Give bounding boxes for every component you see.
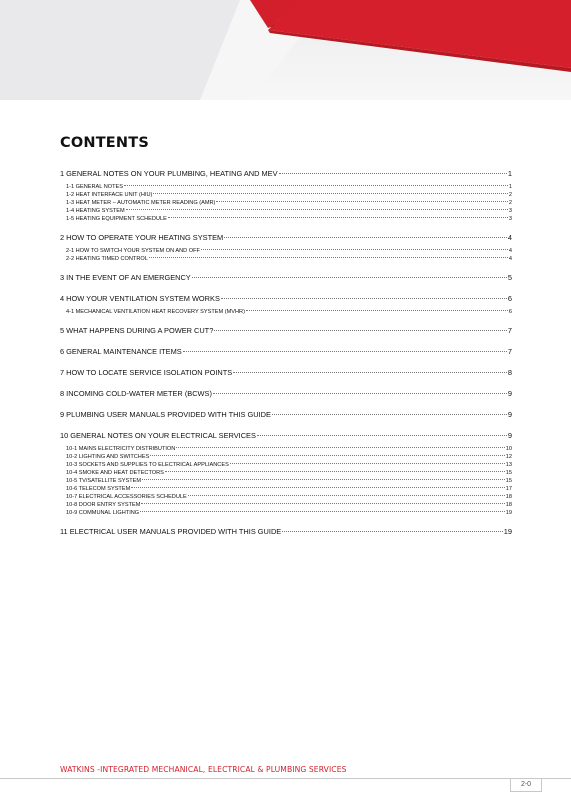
table-of-contents	[60, 168, 512, 538]
toc-entry-title: 8 INCOMING COLD-WATER METER (BCWS)	[60, 389, 212, 398]
toc-page-number: 6	[507, 294, 512, 303]
toc-page-number: 17	[505, 486, 512, 492]
toc-entry-title: 10-5 TV/SATELLITE SYSTEM	[66, 478, 142, 484]
footer-divider	[0, 778, 571, 779]
toc-entry-title: 2-1 HOW TO SWITCH YOUR SYSTEM ON AND OFF	[66, 248, 200, 254]
toc-page-number: 3	[508, 216, 512, 222]
toc-page-number: 4	[508, 256, 512, 262]
toc-entry-title: 3 IN THE EVENT OF AN EMERGENCY	[60, 273, 191, 282]
toc-leader-dots	[272, 414, 507, 415]
toc-leader-dots	[153, 193, 507, 194]
toc-subentry[interactable]	[60, 493, 512, 501]
toc-entry-title: 1-4 HEATING SYSTEM	[66, 208, 125, 214]
toc-page-number: 18	[505, 494, 512, 500]
toc-leader-dots	[246, 310, 508, 311]
toc-leader-dots	[214, 330, 507, 331]
header-decoration	[0, 0, 571, 100]
toc-leader-dots	[126, 209, 508, 210]
toc-leader-dots	[221, 298, 507, 299]
toc-leader-dots	[213, 393, 507, 394]
toc-leader-dots	[142, 479, 505, 480]
footer-company: WATKINS -INTEGRATED MECHANICAL, ELECTRICAL & PLUMBING SERVICES	[60, 765, 347, 774]
toc-page-number: 18	[505, 502, 512, 508]
toc-subentry[interactable]	[60, 199, 512, 207]
toc-entry-title: 10-8 DOOR ENTRY SYSTEM	[66, 502, 141, 508]
toc-leader-dots	[124, 185, 508, 186]
toc-subentry[interactable]	[60, 445, 512, 453]
toc-entry-title: 10-9 COMMUNAL LIGHTING	[66, 510, 140, 516]
toc-subentry[interactable]	[60, 191, 512, 199]
toc-subentry[interactable]	[60, 308, 512, 316]
toc-leader-dots	[176, 447, 504, 448]
toc-entry-title: 1-5 HEATING EQUIPMENT SCHEDULE	[66, 216, 167, 222]
toc-page-number: 3	[508, 208, 512, 214]
toc-leader-dots	[149, 257, 508, 258]
toc-entry-title: 10-1 MAINS ELECTRICITY DISTRIBUTION	[66, 446, 176, 452]
toc-leader-dots	[257, 435, 507, 436]
toc-entry[interactable]	[60, 388, 512, 400]
toc-entry[interactable]	[60, 409, 512, 421]
toc-entry-title: 1-1 GENERAL NOTES	[66, 184, 123, 190]
toc-entry[interactable]	[60, 430, 512, 442]
toc-page-number: 19	[503, 527, 512, 536]
toc-leader-dots	[201, 249, 508, 250]
toc-entry-title: 5 WHAT HAPPENS DURING A POWER CUT?	[60, 326, 214, 335]
toc-leader-dots	[150, 455, 504, 456]
page-number: 2-0	[510, 779, 542, 792]
toc-subentry[interactable]	[60, 453, 512, 461]
toc-entry[interactable]	[60, 526, 512, 538]
toc-entry-title: 6 GENERAL MAINTENANCE ITEMS	[60, 347, 182, 356]
toc-entry-title: 1-2 HEAT INTERFACE UNIT (HIU)	[66, 192, 153, 198]
toc-entry-title: 7 HOW TO LOCATE SERVICE ISOLATION POINTS	[60, 368, 233, 377]
toc-entry-title: 10-3 SOCKETS AND SUPPLIES TO ELECTRICAL APPLIANCES	[66, 462, 229, 468]
toc-entry[interactable]	[60, 272, 512, 284]
toc-page-number: 9	[507, 431, 512, 440]
toc-entry-title: 2-2 HEATING TIMED CONTROL	[66, 256, 148, 262]
toc-page-number: 9	[507, 410, 512, 419]
toc-page-number: 19	[505, 510, 512, 516]
toc-entry[interactable]	[60, 367, 512, 379]
toc-subentry[interactable]	[60, 247, 512, 255]
toc-page-number: 2	[508, 200, 512, 206]
toc-subentry[interactable]	[60, 461, 512, 469]
toc-subentry[interactable]	[60, 215, 512, 223]
toc-leader-dots	[140, 511, 505, 512]
page-title: CONTENTS	[60, 135, 149, 151]
toc-entry-title: 10-7 ELECTRICAL ACCESSORIES SCHEDULE	[66, 494, 187, 500]
toc-entry-title: 2 HOW TO OPERATE YOUR HEATING SYSTEM	[60, 233, 224, 242]
toc-leader-dots	[141, 503, 504, 504]
toc-leader-dots	[230, 463, 505, 464]
toc-leader-dots	[183, 351, 507, 352]
toc-leader-dots	[224, 237, 507, 238]
toc-entry-title: 1 GENERAL NOTES ON YOUR PLUMBING, HEATING AND MEV	[60, 169, 278, 178]
header-banner	[0, 0, 571, 100]
toc-subentry[interactable]	[60, 501, 512, 509]
toc-entry-title: 1-3 HEAT METER – AUTOMATIC METER READING (AMR)	[66, 200, 216, 206]
toc-page-number: 9	[507, 389, 512, 398]
toc-leader-dots	[233, 372, 507, 373]
toc-leader-dots	[188, 495, 505, 496]
toc-page-number: 15	[505, 470, 512, 476]
toc-page-number: 10	[505, 446, 512, 452]
toc-subentry[interactable]	[60, 469, 512, 477]
toc-subentry[interactable]	[60, 477, 512, 485]
toc-leader-dots	[131, 487, 505, 488]
toc-entry-title: 10-6 TELECOM SYSTEM	[66, 486, 131, 492]
toc-subentry[interactable]	[60, 207, 512, 215]
toc-page-number: 7	[507, 347, 512, 356]
toc-entry-title: 10-2 LIGHTING AND SWITCHES	[66, 454, 150, 460]
toc-subentry[interactable]	[60, 509, 512, 517]
toc-page-number: 8	[507, 368, 512, 377]
toc-entry-title: 10-4 SMOKE AND HEAT DETECTORS	[66, 470, 164, 476]
toc-page-number: 1	[508, 184, 512, 190]
toc-leader-dots	[282, 531, 503, 532]
toc-page-number: 1	[507, 169, 512, 178]
toc-entry[interactable]	[60, 232, 512, 244]
toc-page-number: 4	[508, 248, 512, 254]
toc-page-number: 13	[505, 462, 512, 468]
toc-page-number: 12	[505, 454, 512, 460]
toc-leader-dots	[192, 277, 507, 278]
toc-entry-title: 10 GENERAL NOTES ON YOUR ELECTRICAL SERVICES	[60, 431, 256, 440]
toc-entry-title: 11 ELECTRICAL USER MANUALS PROVIDED WITH THIS GUIDE	[60, 527, 282, 536]
toc-leader-dots	[216, 201, 507, 202]
toc-subentry[interactable]	[60, 183, 512, 191]
toc-subentry[interactable]	[60, 485, 512, 493]
toc-entry-title: 9 PLUMBING USER MANUALS PROVIDED WITH THIS GUIDE	[60, 410, 271, 419]
toc-page-number: 2	[508, 192, 512, 198]
toc-page-number: 6	[508, 309, 512, 315]
toc-page-number: 7	[507, 326, 512, 335]
toc-leader-dots	[168, 217, 508, 218]
toc-entry-title: 4 HOW YOUR VENTILATION SYSTEM WORKS	[60, 294, 220, 303]
toc-page-number: 5	[507, 273, 512, 282]
toc-entry-title: 4-1 MECHANICAL VENTILATION HEAT RECOVERY SYSTEM (MVHR)	[66, 309, 245, 315]
toc-entry[interactable]	[60, 346, 512, 358]
toc-entry[interactable]	[60, 325, 512, 337]
toc-entry[interactable]	[60, 293, 512, 305]
header-red-band	[268, 0, 571, 68]
toc-leader-dots	[279, 173, 507, 174]
toc-page-number: 4	[507, 233, 512, 242]
toc-page-number: 15	[505, 478, 512, 484]
toc-leader-dots	[165, 471, 505, 472]
toc-entry[interactable]	[60, 168, 512, 180]
toc-subentry[interactable]	[60, 255, 512, 263]
